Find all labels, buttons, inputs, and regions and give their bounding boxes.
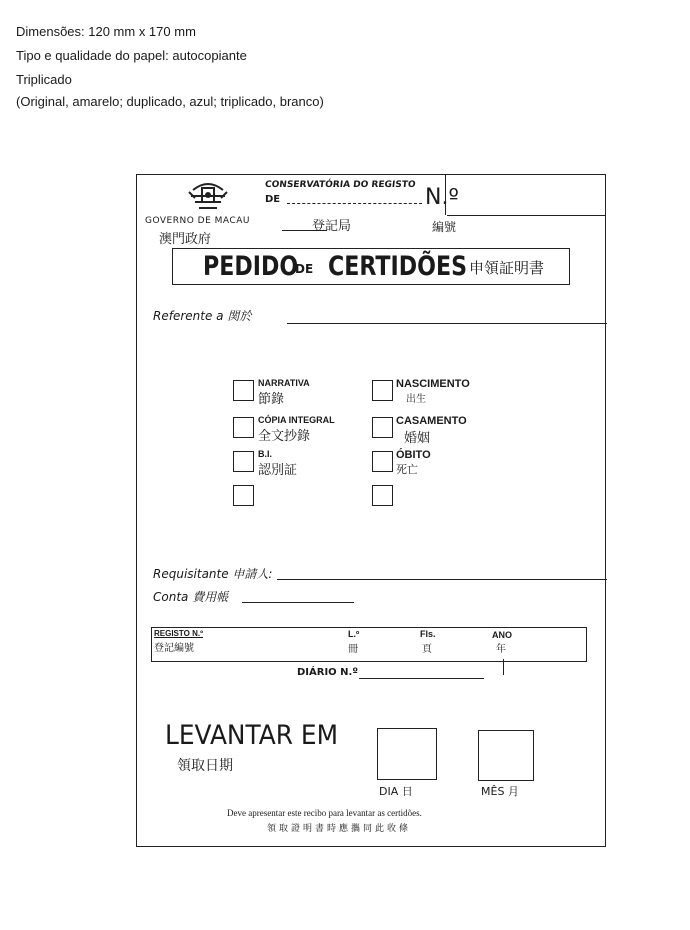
copia-integral-zh: 全文抄錄 xyxy=(258,428,311,443)
dia-box[interactable] xyxy=(377,728,437,780)
governo-label: GOVERNO DE MACAU xyxy=(145,216,250,226)
folhas-zh: 頁 xyxy=(422,644,432,655)
title-certidoes: CERTIDÕES xyxy=(328,251,468,282)
referente-field[interactable] xyxy=(287,323,607,324)
title-zh: 申領証明書 xyxy=(469,259,545,277)
folhas-label: Fls. xyxy=(420,629,436,639)
narrativa-option xyxy=(258,378,310,407)
blank-right-checkbox[interactable] xyxy=(372,485,393,506)
macau-crest-icon xyxy=(187,180,229,212)
narrativa-zh: 節錄 xyxy=(258,391,285,406)
footer-instruction-zh: 領取證明書時應攜同此收條 xyxy=(267,823,412,833)
nascimento-zh: 出生 xyxy=(406,394,426,405)
governo-zh: 澳門政府 xyxy=(159,232,212,247)
footer-instruction: Deve apresentar este recibo para levantar as certidões. xyxy=(227,808,422,818)
conservatoria-fill: 登記局 xyxy=(312,219,352,234)
ano-zh: 年 xyxy=(496,644,506,655)
narrativa-label: NARRATIVA xyxy=(258,378,310,388)
diario-label: DIÁRIO N.º xyxy=(297,667,358,678)
obito-checkbox[interactable] xyxy=(372,451,393,472)
obito-option xyxy=(396,449,431,477)
spec-dimensions: Dimensões: 120 mm x 170 mm xyxy=(16,24,196,39)
title-de: DE xyxy=(295,262,314,276)
conta-field[interactable] xyxy=(242,602,354,603)
numero-divider xyxy=(445,175,447,215)
bi-label: B.I. xyxy=(258,449,273,459)
obito-zh: 死亡 xyxy=(396,464,418,476)
copia-integral-checkbox[interactable] xyxy=(233,417,254,438)
livro-zh: 冊 xyxy=(348,644,358,655)
ano-tick xyxy=(503,659,505,675)
narrativa-checkbox[interactable] xyxy=(233,380,254,401)
casamento-option xyxy=(396,415,467,446)
conservatoria-de: DE xyxy=(265,194,281,205)
registo-zh: 登記編號 xyxy=(154,643,194,654)
casamento-label: CASAMENTO xyxy=(396,415,467,427)
nascimento-option xyxy=(396,378,470,405)
mes-box[interactable] xyxy=(478,730,534,781)
bi-zh: 認別証 xyxy=(258,462,298,477)
conta-label: Conta 費用帳 xyxy=(153,590,229,604)
title-box xyxy=(172,248,570,285)
spec-paper: Tipo e qualidade do papel: autocopiante xyxy=(16,48,247,63)
mes-label: MÊS 月 xyxy=(481,785,519,798)
referente-label: Referente a 関於 xyxy=(153,309,252,323)
copia-integral-label: CÓPIA INTEGRAL xyxy=(258,415,335,425)
copia-integral-option xyxy=(258,415,335,444)
numero-zh: 編號 xyxy=(432,220,457,234)
registo-box xyxy=(151,627,587,662)
levantar-zh: 領取日期 xyxy=(177,758,233,774)
numero-line xyxy=(447,215,605,216)
livro-label: L.º xyxy=(348,629,360,639)
blank-left-checkbox[interactable] xyxy=(233,485,254,506)
numero-label: N.º xyxy=(425,185,459,210)
registo-label: REGISTO N.º xyxy=(154,629,204,638)
obito-label: ÓBITO xyxy=(396,449,431,461)
diario-field[interactable] xyxy=(359,678,484,679)
casamento-checkbox[interactable] xyxy=(372,417,393,438)
nascimento-checkbox[interactable] xyxy=(372,380,393,401)
requisitante-field[interactable] xyxy=(277,579,607,580)
requisitante-label: Requisitante 申請人: xyxy=(153,567,273,581)
ano-label: ANO xyxy=(492,630,512,640)
conservatoria-label: CONSERVATÓRIA DO REGISTO xyxy=(264,180,417,190)
levantar-title: LEVANTAR EM xyxy=(165,720,339,751)
certificate-request-form xyxy=(136,174,606,847)
conservatoria-de-line xyxy=(287,203,422,204)
bi-checkbox[interactable] xyxy=(233,451,254,472)
nascimento-label: NASCIMENTO xyxy=(396,378,470,390)
title-pedido: PEDIDO xyxy=(203,251,299,282)
bi-option xyxy=(258,449,297,478)
casamento-zh: 婚姻 xyxy=(404,430,431,445)
spec-colors: (Original, amarelo; duplicado, azul; triplicado, branco) xyxy=(16,94,324,109)
spec-copies: Triplicado xyxy=(16,72,72,87)
dia-label: DIA 日 xyxy=(379,785,413,798)
